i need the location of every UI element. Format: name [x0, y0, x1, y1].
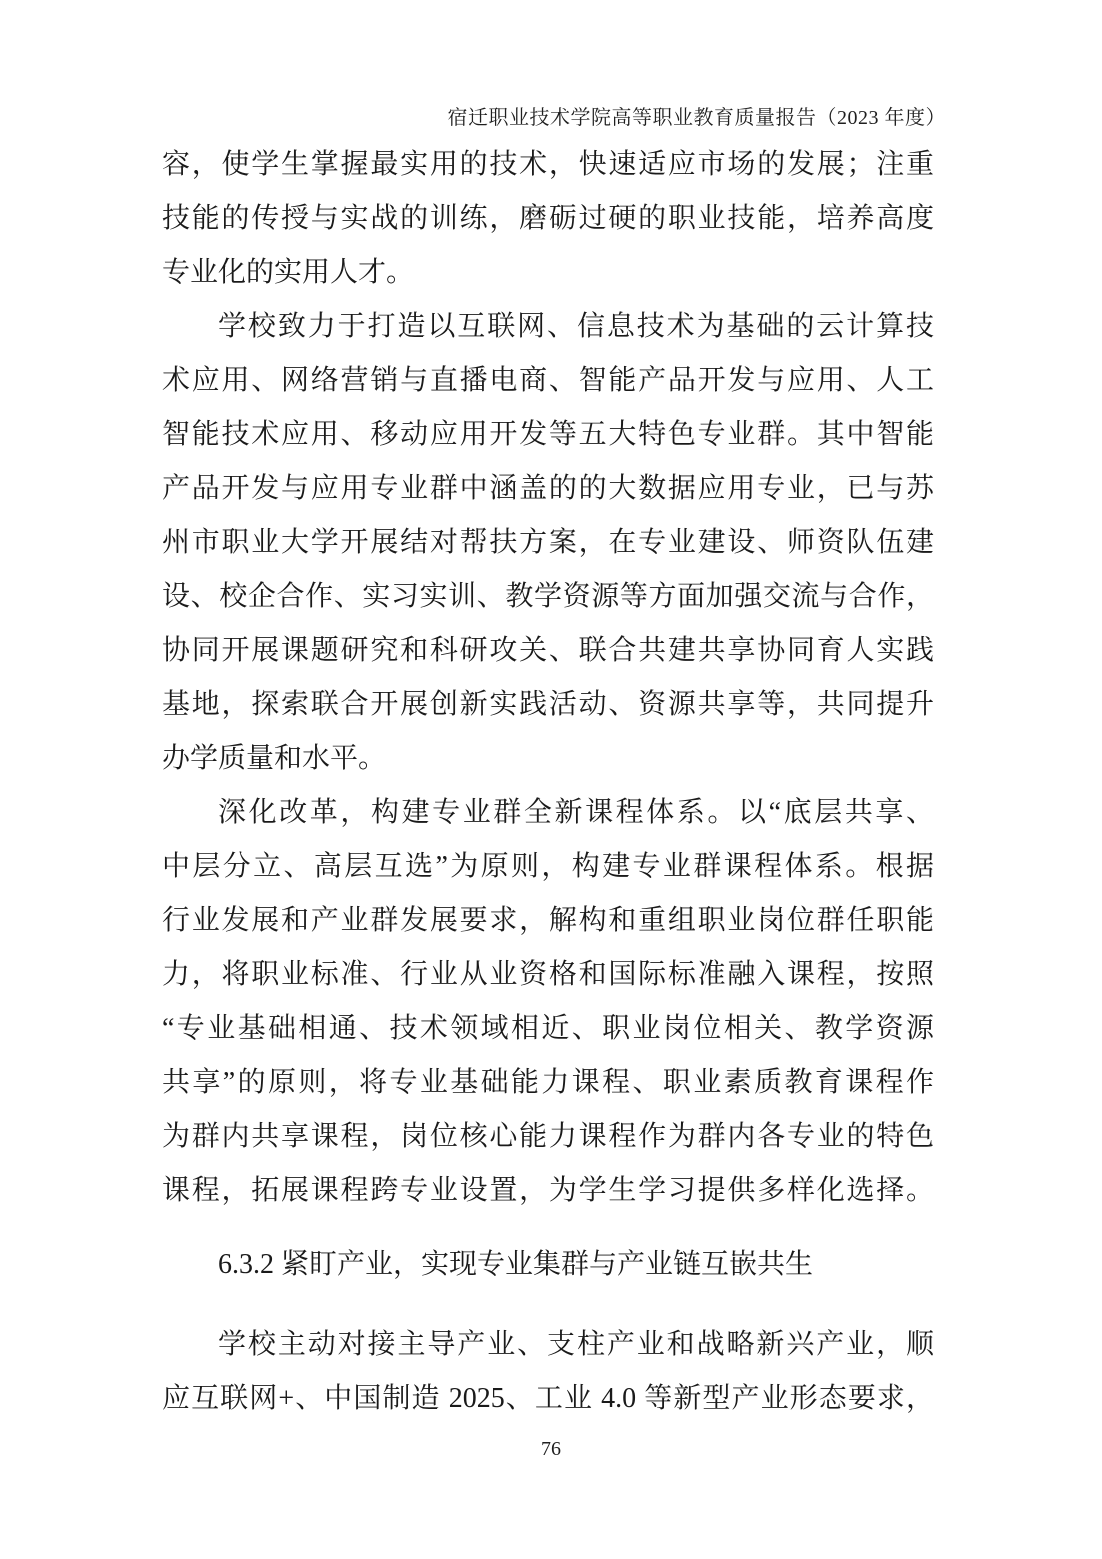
- paragraph-line: 行业发展和产业群发展要求，解构和重组职业岗位群任职能: [162, 905, 934, 936]
- paragraph-line: 智能技术应用、移动应用开发等五大特色专业群。其中智能: [162, 419, 934, 450]
- paragraph-line: 学校主动对接主导产业、支柱产业和战略新兴产业，顺: [218, 1329, 934, 1360]
- paragraph-line: 设、校企合作、实习实训、教学资源等方面加强交流与合作，: [162, 581, 934, 612]
- paragraph-line: 共享”的原则，将专业基础能力课程、职业素质教育课程作: [162, 1067, 934, 1098]
- paragraph-line: 办学质量和水平。: [162, 743, 387, 774]
- paragraph-line: 为群内共享课程，岗位核心能力课程作为群内各专业的特色: [162, 1121, 934, 1152]
- paragraph-line: 容，使学生掌握最实用的技术，快速适应市场的发展；注重: [162, 149, 934, 180]
- page-body: [162, 138, 934, 1426]
- paragraph-line: 中层分立、高层互选”为原则，构建专业群课程体系。根据: [162, 851, 934, 882]
- paragraph-line: 深化改革，构建专业群全新课程体系。以“底层共享、: [218, 797, 934, 828]
- paragraph-line: 基地，探索联合开展创新实践活动、资源共享等，共同提升: [162, 689, 934, 720]
- paragraph-line: 学校致力于打造以互联网、信息技术为基础的云计算技: [218, 311, 934, 342]
- paragraph-line: 力，将职业标准、行业从业资格和国际标准融入课程，按照: [162, 959, 934, 990]
- paragraph-line: 课程，拓展课程跨专业设置，为学生学习提供多样化选择。: [162, 1175, 934, 1206]
- paragraph-line: 技能的传授与实战的训练，磨砺过硬的职业技能，培养高度: [162, 203, 934, 234]
- paragraph-line: “专业基础相通、技术领域相近、职业岗位相关、教学资源: [162, 1013, 934, 1044]
- paragraph-line: 应互联网+、中国制造 2025、工业 4.0 等新型产业形态要求，: [162, 1383, 934, 1414]
- paragraph-line: 产品开发与应用专业群中涵盖的的大数据应用专业，已与苏: [162, 473, 934, 504]
- paragraph-line: 州市职业大学开展结对帮扶方案，在专业建设、师资队伍建: [162, 527, 934, 558]
- page-number: 76: [541, 1438, 561, 1460]
- paragraph-line: 协同开展课题研究和科研攻关、联合共建共享协同育人实践: [162, 635, 934, 666]
- paragraph-line: 术应用、网络营销与直播电商、智能产品开发与应用、人工: [162, 365, 934, 396]
- paragraph-line: 专业化的实用人才。: [162, 257, 415, 288]
- section-heading: 6.3.2 紧盯产业，实现专业集群与产业链互嵌共生: [218, 1249, 814, 1280]
- running-header: 宿迁职业技术学院高等职业教育质量报告（2023 年度）: [447, 107, 946, 129]
